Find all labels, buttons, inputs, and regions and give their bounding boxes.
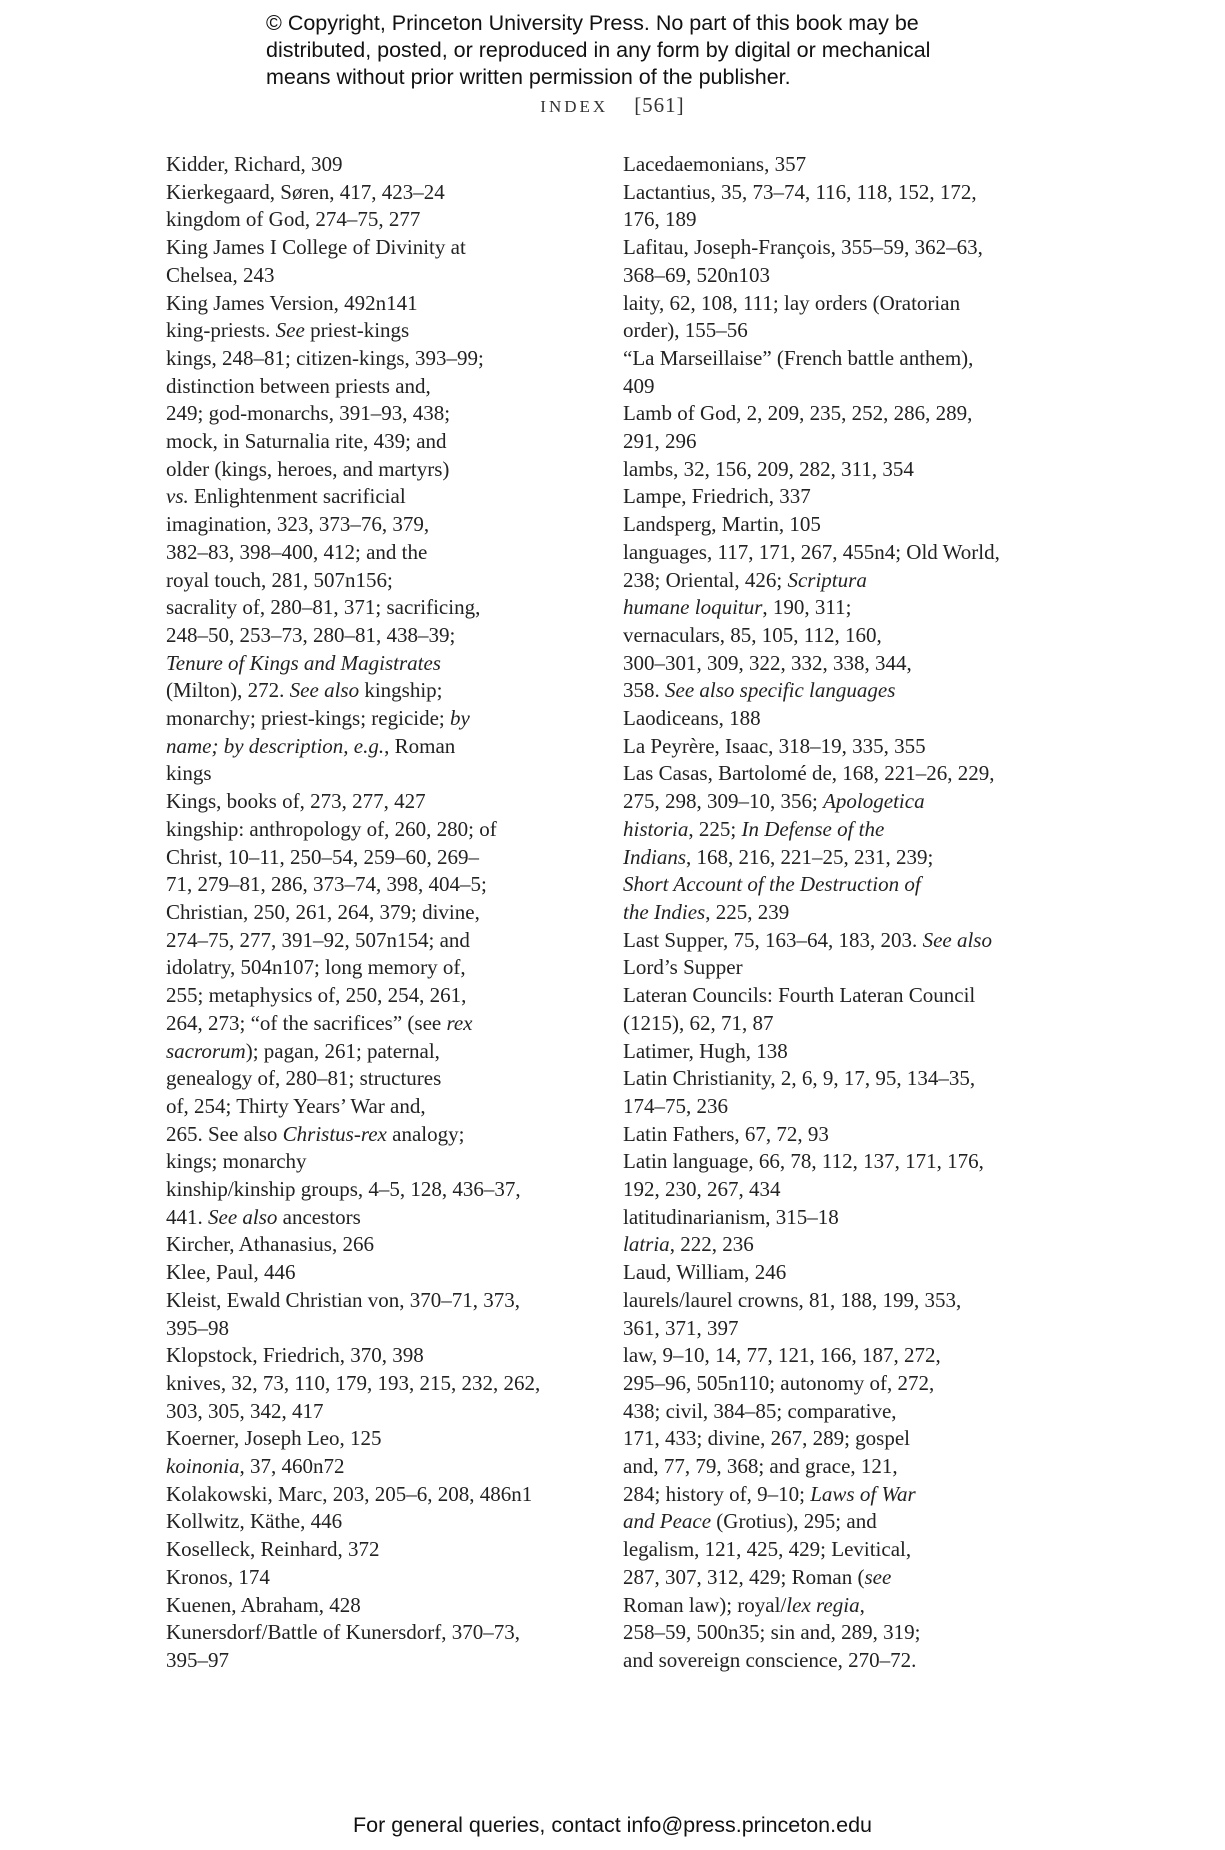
index-entry-line: 284; history of, 9–10; Laws of War xyxy=(623,1481,916,1506)
index-entry xyxy=(166,1425,576,1453)
index-entry xyxy=(166,1508,576,1536)
index-entry xyxy=(166,1564,576,1592)
index-entry-line: (Milton), 272. See also kingship; xyxy=(166,678,443,703)
index-entry-line: Koselleck, Reinhard, 372 xyxy=(166,1537,380,1562)
index-entry xyxy=(623,927,1033,982)
index-entry xyxy=(166,345,576,788)
index-entry-line: imagination, 323, 373–76, 379, xyxy=(166,512,430,537)
index-entry xyxy=(623,1065,1033,1120)
index-entry-line: laurels/laurel crowns, 81, 188, 199, 353, xyxy=(623,1287,962,1312)
index-entry-line: law, 9–10, 14, 77, 121, 166, 187, 272, xyxy=(623,1343,941,1368)
index-entry xyxy=(623,179,1033,234)
index-entry-line: 176, 189 xyxy=(623,207,697,232)
index-entry-line: Roman law); royal/lex regia, xyxy=(623,1592,865,1617)
index-entry-line: Lamb of God, 2, 209, 235, 252, 286, 289, xyxy=(623,401,973,426)
index-entry xyxy=(623,483,1033,511)
index-entry-line: the Indies, 225, 239 xyxy=(623,899,790,924)
index-entry-line: Koerner, Joseph Leo, 125 xyxy=(166,1426,382,1451)
index-entry-line: 295–96, 505n110; autonomy of, 272, xyxy=(623,1370,935,1395)
index-entry-line: (1215), 62, 71, 87 xyxy=(623,1010,774,1035)
index-entry-line: 395–97 xyxy=(166,1647,229,1672)
index-entry xyxy=(166,179,576,207)
index-entry-line: 303, 305, 342, 417 xyxy=(166,1398,324,1423)
index-entry-line: Latimer, Hugh, 138 xyxy=(623,1038,788,1063)
index-entry-line: 174–75, 236 xyxy=(623,1093,728,1118)
index-entry-line: Laodiceans, 188 xyxy=(623,706,761,731)
index-entry-line: vernaculars, 85, 105, 112, 160, xyxy=(623,622,882,647)
index-entry-line: kinship/kinship groups, 4–5, 128, 436–37, xyxy=(166,1177,521,1202)
index-entry-line: Lafitau, Joseph-François, 355–59, 362–63, xyxy=(623,235,983,260)
index-entry xyxy=(166,1481,576,1509)
index-entry-line: Christ, 10–11, 250–54, 259–60, 269– xyxy=(166,844,480,869)
index-entry-line: Klopstock, Friedrich, 370, 398 xyxy=(166,1343,424,1368)
index-entry-line: 192, 230, 267, 434 xyxy=(623,1177,781,1202)
index-entry-line: 441. See also ancestors xyxy=(166,1204,361,1229)
index-entry-line: 395–98 xyxy=(166,1315,229,1340)
index-entry xyxy=(623,1259,1033,1287)
index-entry-line: Christian, 250, 261, 264, 379; divine, xyxy=(166,899,480,924)
index-entry-line: kings; monarchy xyxy=(166,1149,307,1174)
index-entry-line: Laud, William, 246 xyxy=(623,1260,787,1285)
copyright-line: © Copyright, Princeton University Press. No part of this book may be xyxy=(266,11,919,35)
index-entry xyxy=(166,234,576,289)
index-entry-line: king-priests. See priest-kings xyxy=(166,318,410,343)
index-entry xyxy=(623,539,1033,705)
index-entry xyxy=(623,511,1033,539)
index-entry xyxy=(166,1592,576,1620)
index-entry xyxy=(623,1287,1033,1342)
index-entry-line: monarchy; priest-kings; regicide; by xyxy=(166,706,470,731)
index-entry-line: 287, 307, 312, 429; Roman (see xyxy=(623,1564,892,1589)
index-entry-line: La Peyrère, Isaac, 318–19, 335, 355 xyxy=(623,733,926,758)
index-entry-line: Kuenen, Abraham, 428 xyxy=(166,1592,361,1617)
index-entry-line: Kircher, Athanasius, 266 xyxy=(166,1232,374,1257)
index-entry-line: Kronos, 174 xyxy=(166,1564,270,1589)
index-entry-line: and, 77, 79, 368; and grace, 121, xyxy=(623,1454,898,1479)
index-entry-line: historia, 225; In Defense of the xyxy=(623,816,885,841)
index-entry xyxy=(166,1453,576,1481)
index-entry-line: vs. Enlightenment sacrificial xyxy=(166,484,406,509)
index-entry-line: Lord’s Supper xyxy=(623,955,743,980)
index-entry xyxy=(623,290,1033,345)
index-entry xyxy=(166,317,576,345)
index-entry-line: koinonia, 37, 460n72 xyxy=(166,1454,345,1479)
index-entry xyxy=(166,1536,576,1564)
index-entry-line: 368–69, 520n103 xyxy=(623,262,770,287)
index-entry-line: kingship: anthropology of, 260, 280; of xyxy=(166,816,497,841)
index-entry-line: Latin Fathers, 67, 72, 93 xyxy=(623,1121,829,1146)
index-column-left xyxy=(166,151,576,1675)
index-entry xyxy=(623,234,1033,289)
index-entry-line: 358. See also specific languages xyxy=(623,678,896,703)
index-entry xyxy=(623,705,1033,733)
index-entry-line: kingdom of God, 274–75, 277 xyxy=(166,207,421,232)
index-entry-line: Latin Christianity, 2, 6, 9, 17, 95, 134–35, xyxy=(623,1066,976,1091)
index-entry-line: 361, 371, 397 xyxy=(623,1315,739,1340)
index-entry-line: lambs, 32, 156, 209, 282, 311, 354 xyxy=(623,456,914,481)
index-entry-line: and sovereign conscience, 270–72. xyxy=(623,1647,917,1672)
footer-contact: For general queries, contact info@press.princeton.edu xyxy=(352,1813,872,1837)
index-entry-line: mock, in Saturnalia rite, 439; and xyxy=(166,429,447,454)
index-entry-line: Latin language, 66, 78, 112, 137, 171, 176, xyxy=(623,1149,984,1174)
index-entry-line: laity, 62, 108, 111; lay orders (Oratorian xyxy=(623,290,961,315)
index-entry xyxy=(623,151,1033,179)
index-entry-line: 71, 279–81, 286, 373–74, 398, 404–5; xyxy=(166,872,487,897)
copyright-line: means without prior written permission of the publisher. xyxy=(266,65,791,89)
index-entry-line: 438; civil, 384–85; comparative, xyxy=(623,1398,897,1423)
index-entry-line: older (kings, heroes, and martyrs) xyxy=(166,456,450,481)
index-entry xyxy=(166,1342,576,1370)
index-entry xyxy=(166,1370,576,1425)
index-entry-line: Klee, Paul, 446 xyxy=(166,1260,296,1285)
index-entry xyxy=(623,345,1033,400)
index-entry-line: humane loquitur, 190, 311; xyxy=(623,595,852,620)
index-entry xyxy=(623,1148,1033,1203)
index-entry-line: sacrality of, 280–81, 371; sacrificing, xyxy=(166,595,481,620)
index-entry-line: kings xyxy=(166,761,212,786)
index-entry-line: latria, 222, 236 xyxy=(623,1232,754,1257)
index-entry-line: order), 155–56 xyxy=(623,318,748,343)
index-entry-line: 264, 273; “of the sacrifices” (see rex xyxy=(166,1010,473,1035)
index-entry xyxy=(623,1038,1033,1066)
index-entry-line: Las Casas, Bartolomé de, 168, 221–26, 229, xyxy=(623,761,995,786)
index-entry-line: Lampe, Friedrich, 337 xyxy=(623,484,811,509)
index-entry-line: “La Marseillaise” (French battle anthem), xyxy=(623,345,974,370)
index-entry-line: legalism, 121, 425, 429; Levitical, xyxy=(623,1537,912,1562)
index-entry-line: Chelsea, 243 xyxy=(166,262,275,287)
index-entry xyxy=(166,1231,576,1259)
index-entry-line: Kunersdorf/Battle of Kunersdorf, 370–73, xyxy=(166,1620,521,1645)
index-entry xyxy=(166,151,576,179)
index-entry-line: 171, 433; divine, 267, 289; gospel xyxy=(623,1426,910,1451)
index-entry-line: 291, 296 xyxy=(623,429,697,454)
index-entry-line: 258–59, 500n35; sin and, 289, 319; xyxy=(623,1620,921,1645)
index-entry-line: Kidder, Richard, 309 xyxy=(166,152,343,176)
index-entry-line: 248–50, 253–73, 280–81, 438–39; xyxy=(166,622,456,647)
index-entry xyxy=(166,206,576,234)
index-entry xyxy=(623,456,1033,484)
index-entry-line: Kolakowski, Marc, 203, 205–6, 208, 486n1 xyxy=(166,1481,533,1506)
index-entry-line: genealogy of, 280–81; structures xyxy=(166,1066,442,1091)
index-entry xyxy=(623,982,1033,1037)
index-entry-line: King James I College of Divinity at xyxy=(166,235,466,260)
index-entry xyxy=(166,788,576,816)
index-entry xyxy=(623,760,1033,926)
index-entry-line: Kleist, Ewald Christian von, 370–71, 373, xyxy=(166,1287,521,1312)
index-entry-line: Tenure of Kings and Magistrates xyxy=(166,650,441,675)
index-entry xyxy=(623,400,1033,455)
running-head-label: INDEX xyxy=(540,97,609,116)
copyright-notice xyxy=(266,10,1026,91)
index-entry-line: kings, 248–81; citizen-kings, 393–99; xyxy=(166,345,484,370)
index-entry-line: Lacedaemonians, 357 xyxy=(623,152,807,176)
index-entry-line: and Peace (Grotius), 295; and xyxy=(623,1509,877,1534)
index-entry-line: of, 254; Thirty Years’ War and, xyxy=(166,1093,426,1118)
index-entry xyxy=(166,1259,576,1287)
index-entry xyxy=(166,290,576,318)
index-entry-line: languages, 117, 171, 267, 455n4; Old World, xyxy=(623,539,1000,564)
index-entry-line: Last Supper, 75, 163–64, 183, 203. See also xyxy=(623,927,992,952)
index-entry xyxy=(166,1176,576,1231)
index-entry-line: sacrorum); pagan, 261; paternal, xyxy=(166,1038,440,1063)
index-entry xyxy=(623,1342,1033,1674)
index-entry-line: Short Account of the Destruction of xyxy=(623,872,921,897)
index-entry-line: 275, 298, 309–10, 356; Apologetica xyxy=(623,789,925,814)
index-entry-line: King James Version, 492n141 xyxy=(166,290,418,315)
index-entry-line: Lactantius, 35, 73–74, 116, 118, 152, 172, xyxy=(623,179,977,204)
index-entry-line: 249; god-monarchs, 391–93, 438; xyxy=(166,401,451,426)
index-entry-line: 265. See also Christus-rex analogy; xyxy=(166,1121,465,1146)
index-entry-line: Landsperg, Martin, 105 xyxy=(623,512,821,537)
index-entry-line: 409 xyxy=(623,373,655,398)
index-entry-line: 255; metaphysics of, 250, 254, 261, xyxy=(166,983,467,1008)
index-entry xyxy=(166,816,576,1176)
index-entry-line: 238; Oriental, 426; Scriptura xyxy=(623,567,867,592)
index-entry-line: knives, 32, 73, 110, 179, 193, 215, 232, 262, xyxy=(166,1370,541,1395)
index-entry xyxy=(623,1204,1033,1232)
index-entry xyxy=(623,1231,1033,1259)
index-entry-line: Lateran Councils: Fourth Lateran Council xyxy=(623,983,976,1008)
index-entry-line: Kierkegaard, Søren, 417, 423–24 xyxy=(166,179,445,204)
index-entry xyxy=(166,1287,576,1342)
index-entry-line: name; by description, e.g., Roman xyxy=(166,733,456,758)
index-entry-line: idolatry, 504n107; long memory of, xyxy=(166,955,466,980)
index-entry-line: Indians, 168, 216, 221–25, 231, 239; xyxy=(623,844,934,869)
page-number: [561] xyxy=(634,93,685,117)
index-entry-line: Kings, books of, 273, 277, 427 xyxy=(166,789,426,814)
index-entry xyxy=(166,1619,576,1674)
index-entry xyxy=(623,733,1033,761)
copyright-line: distributed, posted, or reproduced in any form by digital or mechanical xyxy=(266,38,931,62)
index-entry-line: distinction between priests and, xyxy=(166,373,431,398)
index-entry-line: royal touch, 281, 507n156; xyxy=(166,567,393,592)
index-entry-line: 300–301, 309, 322, 332, 338, 344, xyxy=(623,650,912,675)
index-entry-line: 274–75, 277, 391–92, 507n154; and xyxy=(166,927,470,952)
index-entry xyxy=(623,1121,1033,1149)
index-column-right xyxy=(623,151,1033,1675)
index-entry-line: Kollwitz, Käthe, 446 xyxy=(166,1509,343,1534)
index-entry-line: 382–83, 398–400, 412; and the xyxy=(166,539,428,564)
index-entry-line: latitudinarianism, 315–18 xyxy=(623,1204,839,1229)
running-head xyxy=(0,93,1225,118)
